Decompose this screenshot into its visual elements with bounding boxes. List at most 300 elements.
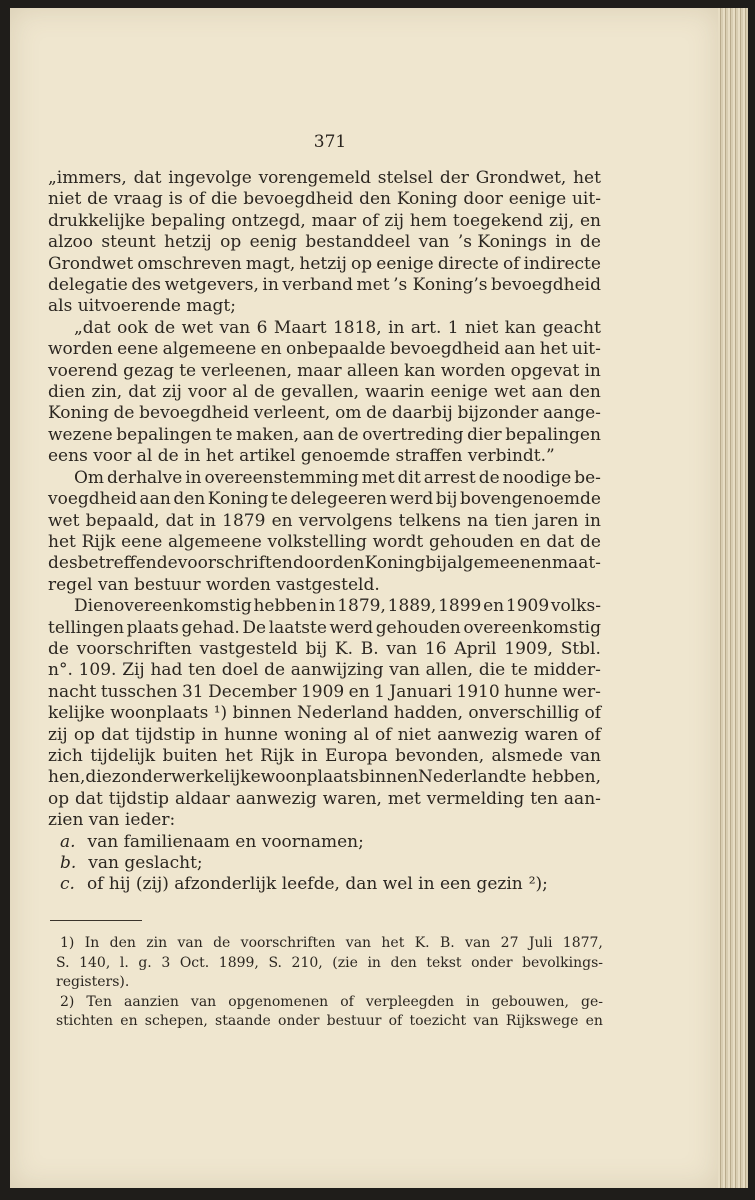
- word: voorschriften: [76, 638, 192, 659]
- word: hunne: [224, 724, 278, 745]
- word: hen,: [48, 767, 86, 788]
- word: met: [361, 467, 395, 488]
- word: in: [301, 745, 318, 766]
- footnote-word: tekst: [426, 954, 462, 971]
- word: aan-: [563, 788, 601, 809]
- word: Koning: [396, 189, 458, 210]
- footnote-line: [56, 973, 603, 993]
- footnote-line: [56, 954, 603, 974]
- footnote-word: S.: [56, 954, 70, 971]
- word: dien: [48, 382, 86, 403]
- word: eenig: [249, 232, 298, 253]
- word: tien: [494, 510, 528, 531]
- word: te: [215, 424, 233, 445]
- word: die: [211, 189, 238, 210]
- word: April: [454, 638, 497, 659]
- word: 1909,: [504, 638, 553, 659]
- word: van: [570, 745, 601, 766]
- word: eene: [121, 531, 163, 552]
- word: eenige: [376, 253, 434, 274]
- word: ’s Koning’s: [393, 275, 488, 296]
- word: December: [208, 681, 297, 702]
- word: op: [351, 253, 373, 274]
- word: Koning: [364, 553, 426, 574]
- footnote-word: schepen,: [144, 1013, 208, 1029]
- word: Stbl.: [560, 638, 601, 659]
- word: hetzij: [164, 232, 212, 253]
- word: omschreven: [137, 253, 242, 274]
- word: binnen: [358, 767, 419, 788]
- word: bevoegdheid: [389, 339, 500, 360]
- word: overtreding: [362, 424, 464, 445]
- word: bij: [425, 553, 447, 574]
- word: algemeenen: [447, 553, 552, 574]
- text-line: [48, 639, 601, 660]
- word: jaren: [533, 510, 579, 531]
- word: wezene: [48, 424, 113, 445]
- word: te: [179, 360, 197, 381]
- word: alleen: [346, 360, 399, 381]
- word: telkens: [398, 510, 461, 531]
- footnote-word: aanzien: [124, 993, 179, 1010]
- text-line: [48, 403, 601, 424]
- footnote-word: B.: [439, 935, 455, 951]
- word: werd: [389, 489, 434, 510]
- text-line: [48, 575, 601, 596]
- list-item: [48, 874, 601, 895]
- word: algemeene: [168, 531, 262, 552]
- footnote-word: stichten: [56, 1013, 114, 1029]
- word: Zij: [122, 660, 145, 681]
- footnote-word: van: [345, 935, 372, 951]
- footnote-word: of: [388, 1013, 403, 1029]
- word: bevoegdheid: [491, 275, 601, 296]
- word: den: [173, 489, 206, 510]
- word: na: [467, 510, 489, 531]
- word: had: [150, 660, 183, 681]
- word: 109.: [78, 660, 117, 681]
- word: eenige: [430, 382, 488, 403]
- word: vorengemeld: [258, 168, 371, 188]
- word: arrest: [423, 467, 476, 488]
- word: worden: [48, 339, 113, 360]
- word: aan: [531, 382, 563, 403]
- word: Europa: [325, 745, 388, 766]
- footnote-word: van: [473, 1013, 499, 1029]
- word: van: [386, 638, 418, 659]
- word: bij: [305, 638, 328, 659]
- word: van: [389, 660, 420, 681]
- word: regel van bestuur worden vastgesteld.: [48, 574, 380, 595]
- word: het: [48, 531, 76, 552]
- footnote-word: zin: [146, 935, 168, 951]
- footnote-word: l.: [119, 954, 129, 971]
- footnote-word: 3: [161, 954, 171, 971]
- word: „immers,: [48, 168, 127, 188]
- word: te: [271, 489, 288, 510]
- word: den: [332, 553, 365, 574]
- word: steunt: [101, 232, 156, 253]
- word: bij: [435, 489, 458, 510]
- word: gevallen,: [281, 382, 359, 403]
- footnote-word: 27: [500, 935, 519, 951]
- word: waarin: [365, 382, 425, 403]
- word: zij: [384, 210, 405, 231]
- word: bepalingen: [505, 424, 601, 445]
- word: den: [359, 189, 391, 210]
- word: de: [580, 232, 601, 253]
- word: waren: [524, 724, 579, 745]
- footnote-word: onder: [278, 1013, 320, 1029]
- text-line: [48, 618, 601, 639]
- word: is: [168, 189, 183, 210]
- footnote-word: in: [367, 954, 381, 971]
- footnote-word: van: [177, 935, 203, 951]
- word: 1909: [300, 681, 345, 702]
- word: der: [439, 168, 469, 188]
- word: bovengenoemde: [459, 489, 601, 510]
- word: volkstelling: [267, 531, 367, 552]
- word: volks-: [550, 596, 601, 617]
- word: delegeeren: [290, 489, 388, 510]
- word: het: [224, 745, 253, 766]
- word: of: [502, 253, 520, 274]
- word: aange-: [543, 403, 601, 424]
- word: Rijk: [81, 531, 116, 552]
- word: ’s Konings: [457, 232, 547, 253]
- word: of: [584, 724, 601, 745]
- word: bepaling: [151, 210, 226, 231]
- word: aanwezig: [235, 788, 317, 809]
- footnote-word: staande: [215, 1013, 271, 1029]
- book-page: [10, 8, 718, 1188]
- word: op: [220, 232, 242, 253]
- word: wordt: [372, 531, 424, 552]
- footnote-word: Juli: [528, 935, 553, 951]
- word: woonplaats: [260, 767, 359, 788]
- list-item: [48, 853, 601, 874]
- word: in: [262, 275, 279, 296]
- word: vraag: [113, 189, 163, 210]
- word: 6: [256, 317, 268, 338]
- word: verleenen,: [201, 360, 292, 381]
- word: 1910: [456, 681, 500, 702]
- footnote-rule: [50, 920, 142, 921]
- word: die: [85, 767, 112, 788]
- list-item-text: van geslacht;: [88, 853, 203, 873]
- list-item-text: of hij (zij) afzonderlijk leefde, dan wel in een gezin: [86, 874, 523, 895]
- word: „dat: [74, 317, 111, 338]
- word: eene: [117, 339, 159, 360]
- word: met: [356, 275, 390, 296]
- text-line: [48, 725, 601, 746]
- footnote-word: verpleegden: [365, 993, 454, 1010]
- word: van: [219, 317, 251, 338]
- word: in: [388, 317, 405, 338]
- word: doel: [221, 660, 259, 681]
- word: ten: [530, 788, 559, 809]
- word: 1818,: [332, 317, 382, 338]
- word: onverschillig: [468, 703, 580, 724]
- list-item-label: c.: [60, 874, 75, 895]
- word: hadden,: [393, 703, 464, 724]
- text-line: [48, 232, 601, 253]
- word: werd: [329, 617, 374, 638]
- footnote-word: K.: [414, 935, 430, 951]
- list-item-label: a.: [60, 831, 76, 852]
- word: des: [131, 275, 162, 296]
- word: Grondwet,: [475, 168, 567, 188]
- word: en: [348, 681, 370, 702]
- word: B.: [360, 638, 379, 659]
- word: bevoegdheid: [243, 189, 354, 210]
- text-line: [48, 746, 601, 767]
- word: eenige: [508, 189, 567, 210]
- word: de: [253, 382, 275, 403]
- word: buiten: [162, 745, 218, 766]
- word: Rijk: [260, 745, 294, 766]
- word: 16: [424, 638, 447, 659]
- word: aldaar: [174, 788, 230, 809]
- word: 1879,: [337, 596, 386, 617]
- word: maar: [311, 210, 357, 231]
- word: niet: [465, 317, 499, 338]
- word: daarbij: [391, 403, 453, 424]
- footnote-word: bevolkings-: [522, 954, 603, 971]
- word: en: [483, 596, 505, 617]
- word: 1909: [505, 596, 550, 617]
- page-number: 371: [313, 132, 347, 152]
- footnote-word: bestuur: [326, 1013, 382, 1029]
- word: in: [199, 510, 216, 531]
- word: al: [353, 724, 369, 745]
- word: Koning: [207, 489, 269, 510]
- footnote-word: gebouwen,: [491, 993, 569, 1010]
- word: Koning: [48, 403, 109, 424]
- word: van: [418, 232, 450, 253]
- word: hetzij: [299, 253, 347, 274]
- text-line: [48, 682, 601, 703]
- word: of: [361, 210, 379, 231]
- word: wet: [181, 317, 214, 338]
- footnote-word: S.: [268, 954, 282, 971]
- footnote-word: den: [390, 954, 417, 971]
- footnote-word: of: [340, 993, 354, 1010]
- word: Januari: [389, 681, 452, 702]
- word: alzoo: [48, 232, 93, 253]
- word: alsmede: [491, 745, 563, 766]
- word: zien van ieder:: [48, 810, 176, 831]
- word: hem: [409, 210, 448, 231]
- word: werkelijke: [171, 767, 261, 788]
- word: dat: [165, 510, 194, 531]
- word: 1: [374, 681, 385, 702]
- text-line: [48, 468, 601, 489]
- list-item-text: van familienaam en voornamen;: [87, 831, 364, 852]
- footnote-word: opgenomenen: [228, 993, 329, 1010]
- word: en: [271, 510, 293, 531]
- word: magt,: [245, 253, 296, 274]
- word: als uitvoerende magt;: [48, 296, 236, 317]
- word: kan: [504, 317, 537, 338]
- text-line: [48, 596, 601, 617]
- word: plaats: [126, 617, 179, 638]
- word: de: [478, 467, 500, 488]
- footnote-word: 1899,: [218, 954, 259, 971]
- word: of: [375, 724, 392, 745]
- text-line: [48, 810, 601, 831]
- text-line: [48, 296, 601, 317]
- word: toegekend: [452, 210, 544, 231]
- word: stelsel: [377, 168, 434, 188]
- word: die: [478, 660, 506, 681]
- text-line: [48, 660, 601, 681]
- footnote-word: de: [213, 935, 231, 951]
- word: zij,: [549, 210, 575, 231]
- word: kan: [404, 360, 436, 381]
- word: wet: [494, 382, 526, 403]
- word: gehouden: [428, 531, 514, 552]
- footnote-word: Oct.: [179, 954, 210, 971]
- footnote-word: en: [585, 1013, 603, 1029]
- word: de: [366, 403, 388, 424]
- text-line: [48, 553, 601, 574]
- word: tijdelijk: [90, 745, 156, 766]
- word: Om: [74, 467, 105, 488]
- word: om: [335, 403, 362, 424]
- word: uit-: [571, 189, 601, 210]
- word: de: [580, 531, 601, 552]
- word: in: [201, 724, 218, 745]
- word: de: [264, 660, 286, 681]
- word: eens voor al de in het artikel genoemde straffen verbindt.”: [48, 446, 555, 467]
- word: aan: [139, 489, 171, 510]
- word: Maart: [273, 317, 327, 338]
- word: bepalingen: [116, 424, 212, 445]
- word: bepaald,: [85, 510, 160, 531]
- footnote-word: 2): [60, 993, 75, 1010]
- word: Dienovereenkomstig: [74, 596, 252, 617]
- word: hunne: [504, 681, 558, 702]
- footnote-word: van: [465, 935, 491, 951]
- word: in: [319, 596, 336, 617]
- word: worden: [440, 360, 506, 381]
- word: en: [519, 531, 541, 552]
- word: be-: [574, 467, 601, 488]
- footnote-word: van: [190, 993, 217, 1010]
- footnotes: [56, 934, 603, 1032]
- word: bevonden,: [395, 745, 485, 766]
- word: dat: [75, 788, 103, 809]
- footnote-word: ge-: [580, 993, 603, 1010]
- word: ontzegd,: [231, 210, 306, 231]
- word: tellingen: [48, 617, 125, 638]
- word: waren,: [322, 788, 382, 809]
- word: niet: [397, 724, 432, 745]
- footnote-word: 1): [60, 935, 75, 951]
- word: Nederland: [418, 767, 510, 788]
- word: zich: [48, 745, 83, 766]
- word: vermelding: [426, 788, 525, 809]
- text-line: [48, 511, 601, 532]
- list-item-label: b.: [60, 853, 77, 873]
- text-line: [48, 211, 601, 232]
- word: zonder: [111, 767, 172, 788]
- footnote-line: [56, 993, 603, 1013]
- word: n°.: [48, 660, 73, 681]
- word: vervolgens: [298, 510, 393, 531]
- word: derhalve: [107, 467, 183, 488]
- word: onbepaalde: [285, 339, 386, 360]
- word: overeenstemming: [204, 467, 359, 488]
- text-line: [48, 189, 601, 210]
- text-line: [48, 318, 601, 339]
- word: algemeene: [162, 339, 257, 360]
- footnote-word: 140,: [79, 954, 111, 971]
- word: bevoegdheid: [139, 403, 250, 424]
- page-edge: [718, 8, 748, 1188]
- word: bestanddeel: [305, 232, 411, 253]
- word: voerend: [48, 360, 118, 381]
- word: 31: [181, 681, 204, 702]
- footnote-word: toezicht: [409, 1013, 467, 1029]
- word: te: [510, 660, 528, 681]
- text-line: [48, 425, 601, 446]
- word: voorschriften: [177, 553, 293, 574]
- word: Grondwet: [48, 253, 134, 274]
- word: ook: [117, 317, 148, 338]
- word: dat: [128, 382, 157, 403]
- word: de: [48, 638, 69, 659]
- text-line: [48, 254, 601, 275]
- word: het: [573, 168, 601, 188]
- text-line: [48, 361, 601, 382]
- word: of: [188, 189, 206, 210]
- body-text: [48, 168, 601, 896]
- word: wet: [48, 510, 80, 531]
- word: en: [579, 210, 601, 231]
- word: zij: [162, 382, 182, 403]
- word: tijdstip: [108, 788, 170, 809]
- word: verleent,: [253, 403, 331, 424]
- word: de: [154, 317, 176, 338]
- word: nacht: [48, 681, 97, 702]
- word: indirecte: [523, 253, 601, 274]
- footnote-word: 210,: [291, 954, 323, 971]
- footnote-word: en: [120, 1013, 138, 1029]
- word: overeenkomstig: [463, 617, 601, 638]
- word: dat: [133, 168, 162, 188]
- word: 1899: [438, 596, 482, 617]
- word: desbetreffende: [48, 553, 178, 574]
- footnote-word: registers).: [56, 974, 130, 990]
- word: midder-: [533, 660, 601, 681]
- word: K.: [334, 638, 353, 659]
- word: maken,: [236, 424, 300, 445]
- word: gehad.: [181, 617, 240, 638]
- word: ingevolge: [168, 168, 252, 188]
- footnote-word: (zie: [332, 954, 358, 971]
- text-line: [48, 382, 601, 403]
- word: allen,: [425, 660, 474, 681]
- word: voor: [188, 382, 227, 403]
- word: laatste: [268, 617, 327, 638]
- word: door: [292, 553, 333, 574]
- word: vastgesteld: [199, 638, 298, 659]
- footnote-word: g.: [138, 954, 152, 971]
- text-line: [48, 489, 601, 510]
- word: dat: [546, 531, 575, 552]
